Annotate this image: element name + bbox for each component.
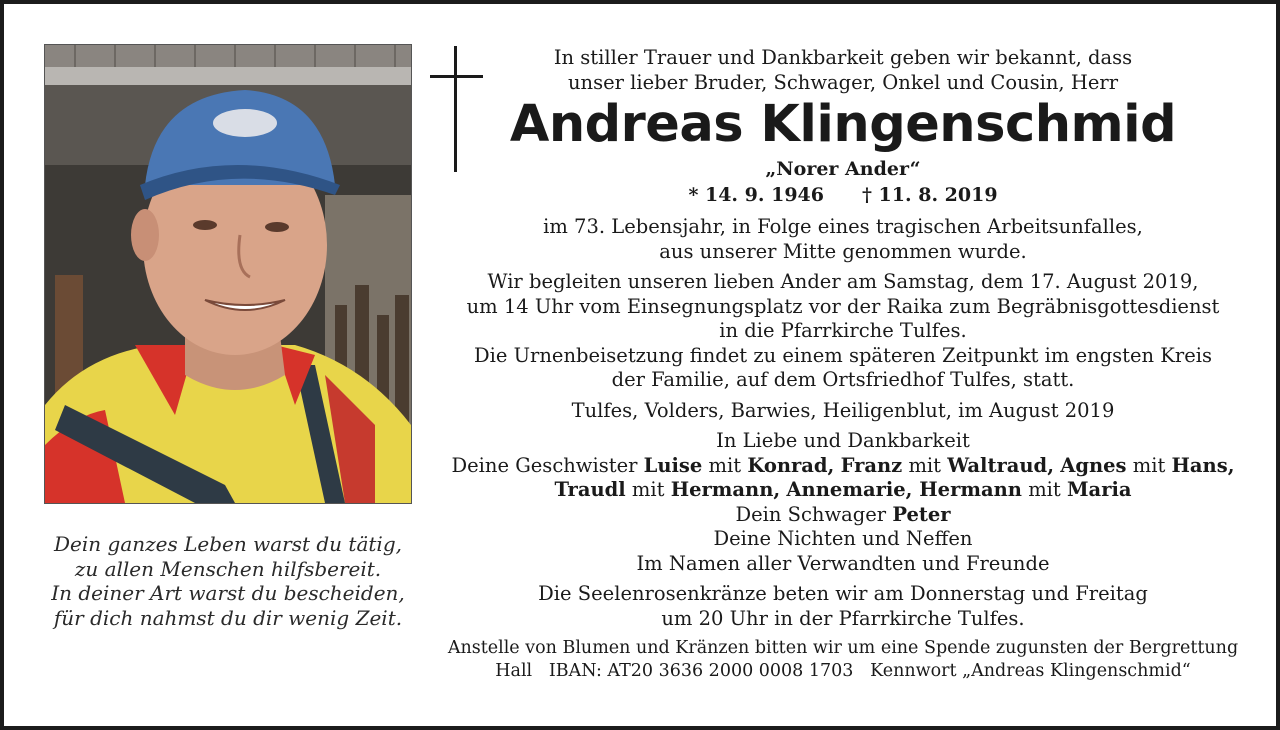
funeral-line: der Familie, auf dem Ortsfriedhof Tulfes, statt. bbox=[611, 368, 1075, 391]
place-date: Tulfes, Volders, Barwies, Heiligenblut, im August 2019 bbox=[571, 398, 1115, 422]
siblings-prefix: Deine Geschwister bbox=[451, 453, 644, 477]
rosary-line: Die Seelenrosenkränze beten wir am Donnerstag und Freitag bbox=[538, 582, 1148, 605]
death-date: † 11. 8. 2019 bbox=[862, 184, 998, 206]
rosary-line: um 20 Uhr in der Pfarrkirche Tulfes. bbox=[661, 606, 1025, 630]
partner-name: Hans, bbox=[1171, 453, 1235, 477]
funeral-line: um 14 Uhr vom Einsegnungsplatz vor der Raika zum Begräbnisgottesdienst bbox=[466, 294, 1220, 318]
life-dates bbox=[445, 181, 1241, 209]
sibling-name: Franz bbox=[840, 453, 903, 477]
with-word: mit bbox=[908, 453, 942, 477]
partner-name: Maria bbox=[1066, 478, 1132, 501]
sibling-name: Agnes bbox=[1060, 453, 1127, 477]
mourners-intro: In Liebe und Dankbarkeit bbox=[716, 429, 970, 452]
intro-line: In stiller Trauer und Dankbarkeit geben wir bekannt, dass bbox=[553, 46, 1133, 69]
donation-line: Anstelle von Blumen und Kränzen bitten wir um eine Spende zugunsten der Bergrettung bbox=[447, 638, 1239, 658]
brother-in-law-name: Peter bbox=[892, 502, 951, 526]
intro-line: unser lieber Bruder, Schwager, Onkel und Cousin, Herr bbox=[567, 70, 1119, 94]
brother-in-law-line bbox=[445, 503, 1241, 528]
circumstance-line: aus unserer Mitte genommen wurde. bbox=[659, 239, 1027, 263]
relatives-line: Im Namen aller Verwandten und Freunde bbox=[636, 551, 1050, 575]
nieces-line: Deine Nichten und Neffen bbox=[713, 527, 973, 550]
sibling-name: Annemarie, Hermann bbox=[786, 478, 1022, 501]
verse-line: für dich nahmst du dir wenig Zeit. bbox=[53, 605, 403, 630]
obituary-text bbox=[445, 46, 1241, 683]
birth-date: * 14. 9. 1946 bbox=[688, 184, 824, 206]
with-word: mit bbox=[708, 453, 742, 477]
donation-line: Hall IBAN: AT20 3636 2000 0008 1703 Kennwort „Andreas Klingenschmid“ bbox=[495, 661, 1191, 681]
sibling-name: Traudl bbox=[554, 478, 626, 501]
funeral-line: Wir begleiten unseren lieben Ander am Samstag, dem 17. August 2019, bbox=[487, 270, 1199, 293]
nickname: „Norer Ander“ bbox=[765, 158, 921, 180]
funeral-info bbox=[445, 270, 1241, 393]
sibling-name: Luise bbox=[643, 453, 703, 477]
circumstance-line: im 73. Lebensjahr, in Folge eines tragischen Arbeitsunfalles, bbox=[543, 215, 1143, 238]
partner-name: Waltraud, bbox=[947, 453, 1054, 477]
siblings-line-1 bbox=[445, 454, 1241, 479]
with-word: mit bbox=[631, 478, 665, 501]
siblings-line-2 bbox=[445, 478, 1241, 503]
donation-info bbox=[445, 637, 1241, 683]
portrait-photo bbox=[44, 44, 412, 504]
mourners bbox=[445, 429, 1241, 576]
verse-line: In deiner Art warst du bescheiden, bbox=[51, 581, 405, 605]
funeral-line: Die Urnenbeisetzung findet zu einem späteren Zeitpunkt im engsten Kreis bbox=[473, 343, 1212, 367]
circumstance bbox=[445, 215, 1241, 264]
brother-in-law-prefix: Dein Schwager bbox=[735, 502, 893, 526]
verse-line: Dein ganzes Leben warst du tätig, bbox=[54, 532, 402, 556]
partner-name: Konrad, bbox=[747, 453, 835, 477]
memorial-verse bbox=[30, 532, 426, 630]
with-word: mit bbox=[1028, 478, 1061, 501]
deceased-name: Andreas Klingenschmid bbox=[509, 95, 1177, 154]
funeral-line: in die Pfarrkirche Tulfes. bbox=[719, 319, 967, 342]
verse-line: zu allen Menschen hilfsbereit. bbox=[74, 556, 382, 581]
partner-name: Hermann, bbox=[670, 478, 781, 501]
rosary-info bbox=[445, 582, 1241, 631]
with-word: mit bbox=[1132, 453, 1166, 477]
